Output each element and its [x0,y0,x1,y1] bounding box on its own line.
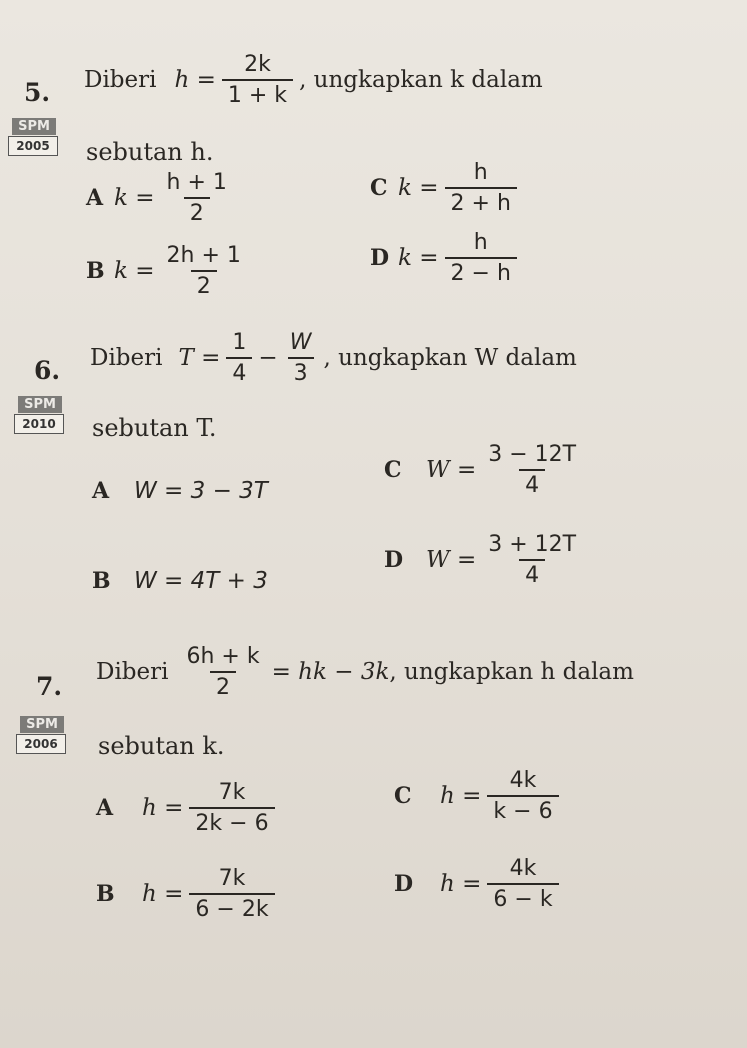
option-c[interactable] [370,160,523,216]
badge-label: SPM [18,396,62,413]
stem-prefix: Diberi [84,67,157,93]
option-b[interactable] [96,866,281,922]
fraction-numerator: h [473,160,488,185]
stem-lhs: T = [178,345,221,371]
option-letter: D [384,547,404,573]
option-fraction [189,866,274,922]
fraction-numerator: W [289,330,312,355]
option-d[interactable] [394,856,565,912]
option-a[interactable] [92,478,268,504]
option-letter: B [92,568,111,594]
option-lhs: h = [440,783,482,809]
option-letter: C [370,175,388,201]
fraction-denominator: 1 + k [222,79,293,108]
option-lhs: h = [142,795,184,821]
fraction-denominator: 2k − 6 [189,807,274,836]
option-letter: D [394,871,414,897]
badge-year: 2005 [8,136,58,156]
option-expression: W = 3 − 3T [134,478,268,504]
fraction-denominator: 6 − 2k [189,893,274,922]
fraction-numerator: h + 1 [166,170,227,195]
option-lhs: h = [440,871,482,897]
option-lhs: W = [426,547,477,573]
stem-line-2: sebutan k. [98,732,225,760]
option-d[interactable] [384,532,588,588]
option-letter: B [86,258,105,284]
option-b[interactable] [86,243,253,299]
stem-suffix: , ungkapkan W dalam [323,345,577,371]
option-expression: W = 4T + 3 [134,568,268,594]
option-lhs: k = [398,245,439,271]
spm-badge [14,396,74,434]
stem-fraction [222,52,293,108]
badge-year: 2006 [16,734,66,754]
fraction-numerator: h [473,230,488,255]
question-stem [96,644,634,700]
fraction-numerator: 1 [232,330,247,355]
option-b[interactable] [92,568,268,594]
option-fraction [445,160,517,216]
fraction-numerator: 2k [244,52,271,77]
stem-rhs: = hk − 3k [271,659,390,685]
stem-fraction-2 [284,330,318,386]
fraction-denominator: 2 + h [445,187,517,216]
option-lhs: W = [426,457,477,483]
badge-label: SPM [12,118,56,135]
stem-lhs: h = [174,67,216,93]
fraction-denominator: k − 6 [487,795,558,824]
question-number: 5. [24,78,51,107]
stem-suffix: , ungkapkan h dalam [389,659,634,685]
option-a[interactable] [96,780,281,836]
fraction-numerator: 4k [509,768,537,793]
fraction-denominator: 4 [519,469,545,498]
option-letter: A [86,185,104,211]
fraction-denominator: 6 − k [487,883,558,912]
option-lhs: h = [142,881,184,907]
fraction-denominator: 4 [519,559,545,588]
question-number: 6. [34,356,61,385]
fraction-denominator: 2 [191,270,217,299]
fraction-denominator: 3 [288,357,314,386]
stem-fraction [180,644,265,700]
question-stem [90,330,577,386]
option-fraction [445,230,517,286]
fraction-denominator: 2 [184,197,210,226]
fraction-numerator: 6h + k [186,644,260,669]
option-fraction [487,856,558,912]
option-letter: A [92,478,110,504]
option-letter: C [384,457,402,483]
option-fraction [482,532,582,588]
stem-line-2: sebutan h. [86,138,214,166]
stem-prefix: Diberi [96,659,169,685]
fraction-numerator: 3 − 12T [488,442,577,467]
option-letter: C [394,783,412,809]
option-fraction [482,442,582,498]
minus-sign: − [258,345,278,371]
option-letter: D [370,245,390,271]
option-fraction [161,170,233,226]
fraction-denominator: 2 − h [445,257,517,286]
option-letter: A [96,795,114,821]
fraction-numerator: 4k [509,856,537,881]
option-fraction [189,780,274,836]
fraction-denominator: 2 [210,671,236,700]
option-d[interactable] [370,230,523,286]
fraction-numerator: 3 + 12T [488,532,577,557]
option-fraction [487,768,558,824]
stem-prefix: Diberi [90,345,163,371]
option-letter: B [96,881,115,907]
question-stem [84,52,543,108]
fraction-numerator: 7k [218,780,246,805]
spm-badge [16,716,76,754]
option-lhs: k = [398,175,439,201]
fraction-numerator: 7k [218,866,246,891]
spm-badge [8,118,68,156]
option-c[interactable] [394,768,565,824]
question-number: 7. [36,672,63,701]
badge-year: 2010 [14,414,64,434]
stem-fraction-1 [226,330,252,386]
badge-label: SPM [20,716,64,733]
fraction-denominator: 4 [226,357,252,386]
option-c[interactable] [384,442,588,498]
option-lhs: k = [114,185,155,211]
option-lhs: k = [114,258,155,284]
stem-suffix: , ungkapkan k dalam [299,67,543,93]
option-fraction [161,243,247,299]
option-a[interactable] [86,170,239,226]
stem-line-2: sebutan T. [92,414,217,442]
fraction-numerator: 2h + 1 [166,243,241,268]
